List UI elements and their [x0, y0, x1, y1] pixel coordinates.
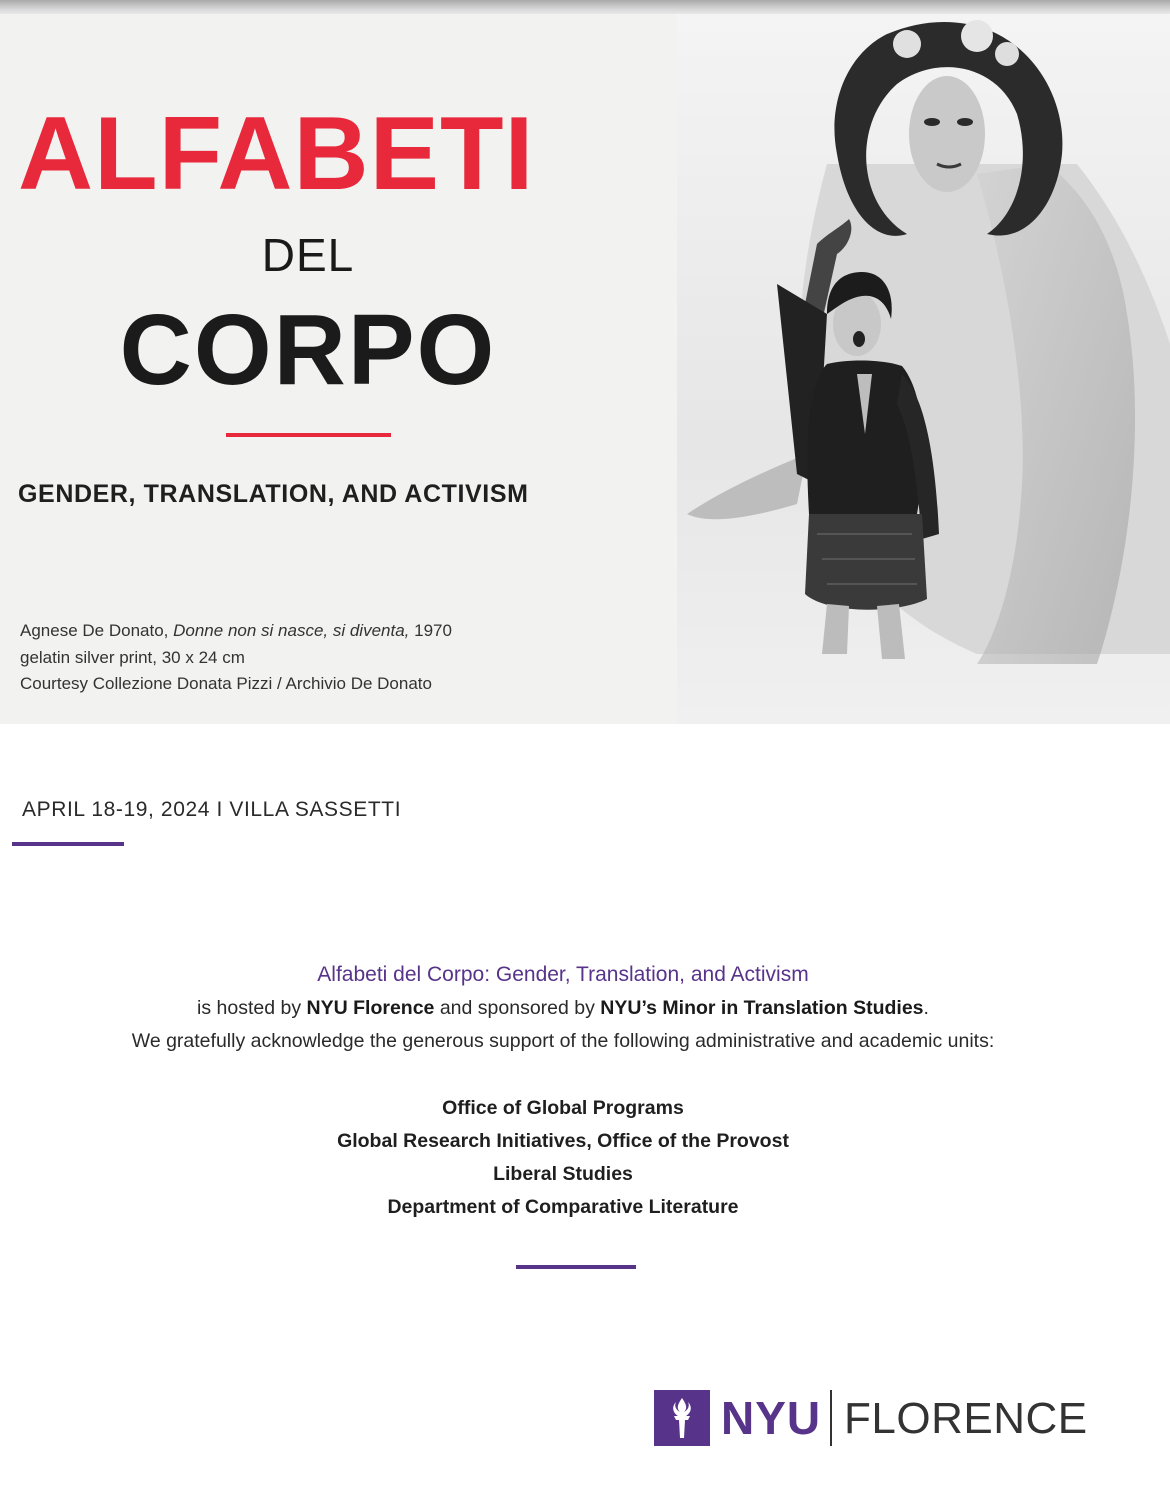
hero-photograph [677, 14, 1170, 724]
ack-title: Alfabeti del Corpo: Gender, Translation, and Activism [317, 963, 809, 986]
title-corpo: CORPO [119, 294, 497, 406]
ack-hosted-prefix: is hosted by [197, 997, 302, 1019]
ack-sponsored-prefix: and sponsored by [439, 997, 595, 1019]
logo-nyu-text: NYU [721, 1392, 822, 1444]
logo-florence-text: FLORENCE [844, 1394, 1088, 1443]
ack-hosted-line [0, 992, 1126, 1025]
red-divider [226, 433, 391, 437]
unit-item: Office of Global Programs [442, 1097, 684, 1119]
title-del: DEL [261, 229, 355, 281]
ack-host: NYU Florence [306, 997, 435, 1019]
photograph-illustration [677, 14, 1170, 724]
caption-medium: gelatin silver print, 30 x 24 cm [20, 647, 245, 667]
caption-credit: Courtesy Collezione Donata Pizzi / Archivio De Donato [20, 674, 432, 693]
unit-item: Global Research Initiatives, Office of the Provost [337, 1130, 789, 1152]
subtitle: GENDER, TRANSLATION, AND ACTIVISM [18, 480, 529, 508]
purple-divider-bottom [516, 1265, 636, 1269]
ack-support-line: We gratefully acknowledge the generous support of the following administrative and academic units: [131, 1030, 995, 1052]
purple-divider-top [12, 842, 124, 846]
ack-sponsor: NYU’s Minor in Translation Studies [600, 997, 924, 1019]
unit-item: Liberal Studies [493, 1163, 633, 1185]
ack-sponsor-suffix: . [923, 997, 929, 1019]
nyu-florence-logo [654, 1390, 1094, 1446]
caption-work-title: Donne non si nasce, si diventa, [173, 621, 410, 640]
acknowledgement-block [0, 958, 1126, 1058]
caption-year: 1970 [414, 621, 452, 640]
photo-caption [20, 618, 660, 698]
hero-banner [0, 14, 1170, 724]
hero-text-panel [0, 14, 676, 724]
caption-line-1 [20, 618, 660, 645]
event-date-location: APRIL 18-19, 2024 I VILLA SASSETTI [22, 798, 402, 821]
logo-separator [830, 1390, 832, 1446]
title-alfabeti: ALFABETI [18, 96, 535, 212]
unit-item: Department of Comparative Literature [387, 1196, 739, 1218]
torch-icon [654, 1390, 710, 1446]
caption-artist: Agnese De Donato, [20, 621, 169, 640]
supporting-units-list [0, 1092, 1126, 1224]
